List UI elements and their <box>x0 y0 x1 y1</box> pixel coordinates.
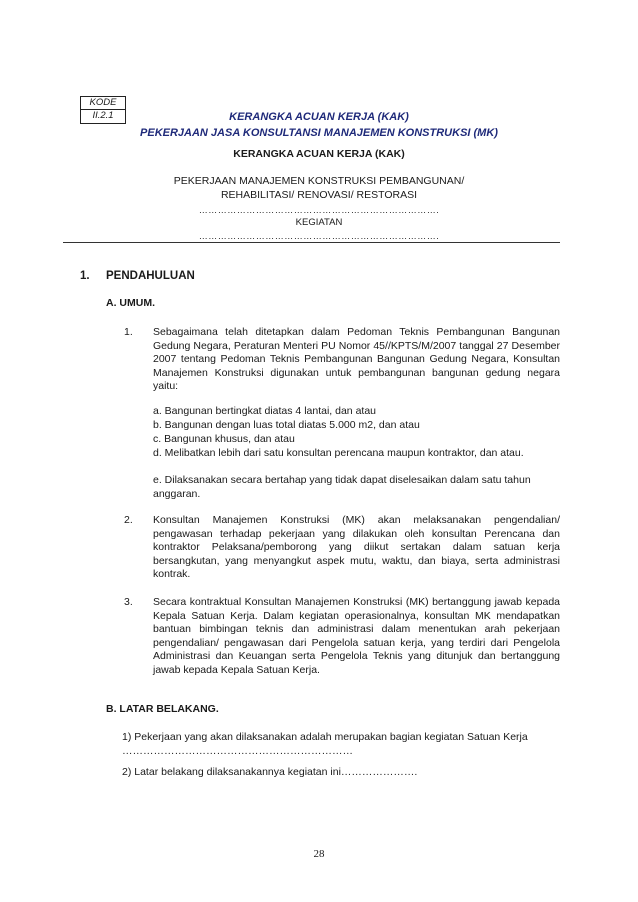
item-1-number: 1. <box>124 326 133 338</box>
list-item-e: e. Dilaksanakan secara bertahap yang tidak dapat diselesaikan dalam satu tahun anggaran. <box>153 474 531 500</box>
item-2-text: Konsultan Manajemen Konstruksi (MK) akan melaksanakan pengendalian/ pengawasan terhadap pekerjaan yang dilakukan oleh konsultan Perencana dan kontraktor Pelaksana/pemborong yang diikut sertakan dalam satuan kerja bersangkutan, yang menyangkut aspek mutu, waktu, dan biaya, serta administrasi kontrak. <box>153 514 560 581</box>
item-1-text: Sebagaimana telah ditetapkan dalam Pedoman Teknis Pembangunan Bangunan Gedung Negara, Peraturan Menteri PU Nomor 45//KPTS/M/2007 tanggal 27 Desember 2007 tentang Pedoman Teknis Pembangunan Bangunan Gedung Negara, Konsultan Manajemen Konstruksi digunakan untuk pembangunan bangunan gedung negara yaitu: <box>153 326 560 393</box>
item-2-number: 2. <box>124 514 133 526</box>
dots-line2: …………………………………………………………………. <box>198 231 440 241</box>
kode-value: II.2.1 <box>81 109 125 122</box>
subtitle-line1: PEKERJAAN MANAJEMEN KONSTRUKSI PEMBANGUNAN/ <box>173 175 465 187</box>
title-kak-black: KERANGKA ACUAN KERJA (KAK) <box>233 148 405 160</box>
item-3-text: Secara kontraktual Konsultan Manajemen Konstruksi (MK) bertanggung jawab kepada Kepala Satuan Kerja. Dalam kegiatan operasionalnya, konsultan MK mendapatkan bantuan bimbingan teknis dan administrasi dalam menentukan arah pekerjaan pengendalian/ pengawasan dari Pengelola satuan kerja, yang terdiri dari Pengelola Administrasi dan Keuangan serta Pengelola Teknis yang ditunjuk dan bertanggung jawab kepada Kepala Satuan Kerja. <box>153 596 560 676</box>
latar-item-1: 1) Pekerjaan yang akan dilaksanakan adalah merupakan bagian kegiatan Satuan Kerja ………………………………………………………… <box>122 731 528 757</box>
list-item-a: a. Bangunan bertingkat diatas 4 lantai, dan atau <box>153 405 377 417</box>
subtitle-line2: REHABILITASI/ RENOVASI/ RESTORASI <box>220 189 418 201</box>
kode-label: KODE <box>89 97 117 108</box>
title-pekerjaan-blue: PEKERJAAN JASA KONSULTANSI MANAJEMEN KONSTRUKSI (MK) <box>140 127 498 139</box>
page-number: 28 <box>313 848 325 860</box>
item-3-number: 3. <box>124 596 133 608</box>
title-kak-blue: KERANGKA ACUAN KERJA (KAK) <box>229 111 409 123</box>
latar-item-2: 2) Latar belakang dilaksanakannya kegiatan ini…………………. <box>122 766 418 778</box>
subsection-a-title: A. UMUM. <box>106 297 155 309</box>
subsection-b-title: B. LATAR BELAKANG. <box>106 703 219 715</box>
kegiatan-label: KEGIATAN <box>295 217 343 228</box>
list-item-b: b. Bangunan dengan luas total diatas 5.000 m2, dan atau <box>153 419 420 431</box>
list-item-c: c. Bangunan khusus, dan atau <box>153 433 295 445</box>
section-title: PENDAHULUAN <box>106 270 195 282</box>
header-divider <box>63 242 560 243</box>
section-number: 1. <box>80 270 90 282</box>
list-item-d: d. Melibatkan lebih dari satu konsultan perencana maupun kontraktor, dan atau. <box>153 447 524 459</box>
dots-line1: …………………………………………………………………. <box>198 205 440 215</box>
